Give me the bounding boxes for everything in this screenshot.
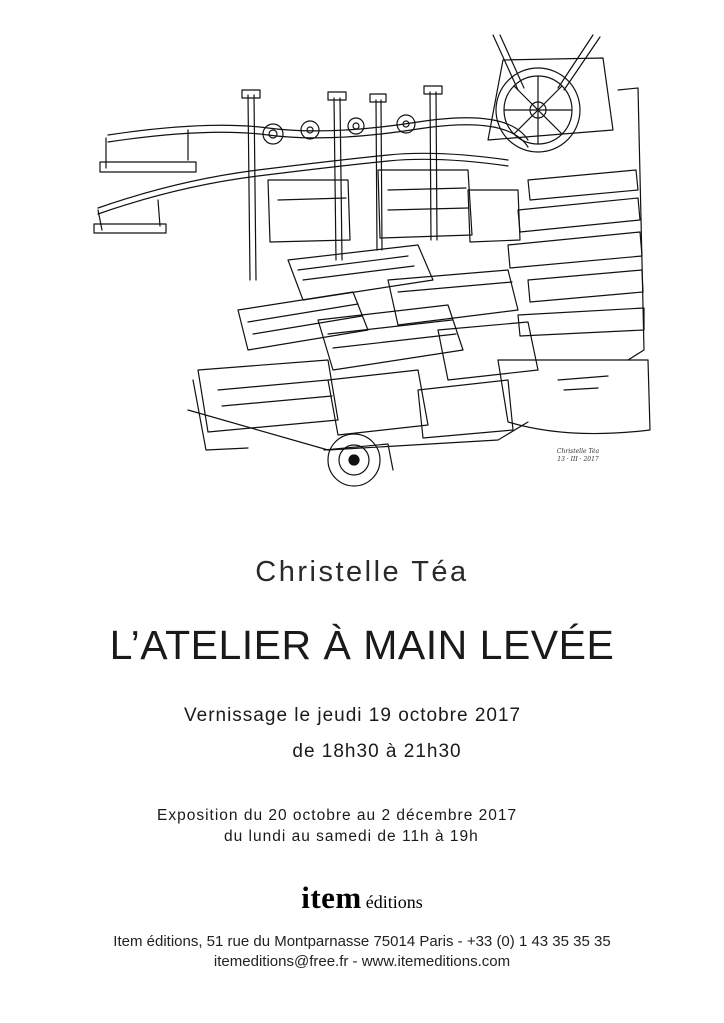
signature-date: 13 · III · 2017 <box>557 456 599 463</box>
printing-presses <box>188 170 538 450</box>
cart-wheel <box>324 434 393 486</box>
exhibition-opening-days: du lundi au samedi de 11h à 19h <box>224 828 479 845</box>
hanging-planks <box>94 130 196 233</box>
workshop-drawing <box>88 30 668 500</box>
logo-word: éditions <box>365 892 423 912</box>
workshop-illustration <box>88 30 668 500</box>
exhibition-dates: Exposition du 20 octobre au 2 décembre 2017 <box>157 807 518 824</box>
publisher-contact <box>0 932 724 972</box>
overhead-poles <box>242 86 442 280</box>
publisher-address: Item éditions, 51 rue du Montparnasse 75014 Paris - +33 (0) 1 43 35 35 35 <box>113 933 611 950</box>
vernissage-hours: de 18h30 à 21h30 <box>292 741 462 762</box>
publisher-web: itemeditions@free.fr - www.itemeditions.com <box>213 953 511 970</box>
vernissage-date: Vernissage le jeudi 19 octobre 2017 <box>184 705 522 726</box>
publisher-logo <box>0 880 724 916</box>
artwork-signature <box>548 448 608 464</box>
logo-mark: item <box>301 880 362 915</box>
flywheel <box>488 35 613 152</box>
artist-name: Christelle Téa <box>255 556 469 588</box>
signature-name: Christelle Téa <box>556 448 600 455</box>
exhibition-title: L’ATELIER À MAIN LEVÉE <box>109 622 615 668</box>
